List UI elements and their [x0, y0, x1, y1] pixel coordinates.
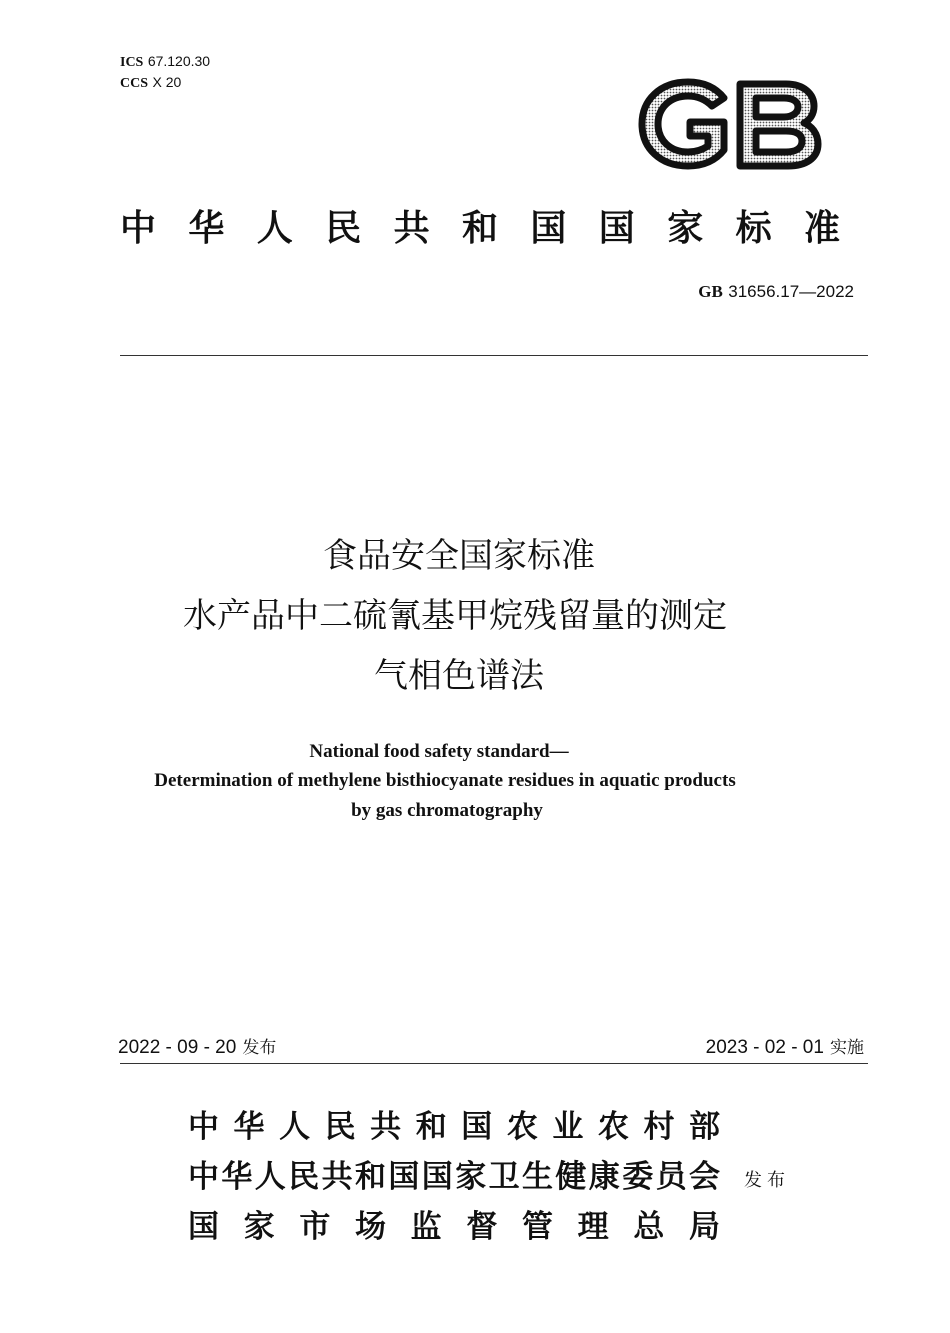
standard-number-value: 31656.17—2022 — [728, 282, 854, 301]
implementation-date — [706, 1035, 864, 1060]
country-standard-heading: 中华人民共和国国家标准 — [120, 208, 860, 249]
bottom-divider — [120, 1063, 868, 1064]
implementation-date-value: 2023 - 02 - 01 — [705, 1037, 824, 1058]
chinese-title-line: 气相色谱法 — [374, 656, 544, 696]
ccs-code — [120, 73, 181, 93]
issue-date — [118, 1035, 276, 1060]
ccs-label: CCS — [120, 76, 149, 91]
gb-logo — [636, 76, 822, 172]
standard-number-prefix: GB — [698, 282, 723, 301]
ics-code — [120, 52, 210, 72]
issuing-authority: 国家市场监督管理总局 — [188, 1209, 720, 1245]
issuing-authority: 中华人民共和国国家卫生健康委员会 — [188, 1159, 720, 1195]
issue-date-value: 2022 - 09 - 20 — [118, 1037, 237, 1058]
english-title-line: by gas chromatography — [351, 800, 543, 821]
gb-logo-g — [642, 82, 724, 166]
issuing-authority: 中华人民共和国农业农村部 — [188, 1109, 720, 1145]
ics-label: ICS — [120, 55, 144, 70]
english-title-line: National food safety standard— — [309, 741, 569, 762]
chinese-title-line: 食品安全国家标准 — [323, 536, 595, 576]
top-divider — [120, 355, 868, 356]
chinese-title-line: 水产品中二硫氰基甲烷残留量的测定 — [183, 596, 727, 636]
ccs-value: X 20 — [152, 74, 182, 90]
issued-by-label: 发布 — [744, 1170, 790, 1191]
implementation-date-label: 实施 — [830, 1038, 864, 1058]
ics-value: 67.120.30 — [147, 53, 211, 69]
english-title-line: Determination of methylene bisthiocyanate residues in aquatic products — [154, 770, 736, 791]
standard-number — [698, 282, 854, 302]
issue-date-label: 发布 — [242, 1038, 277, 1058]
gb-logo-b — [740, 84, 818, 166]
